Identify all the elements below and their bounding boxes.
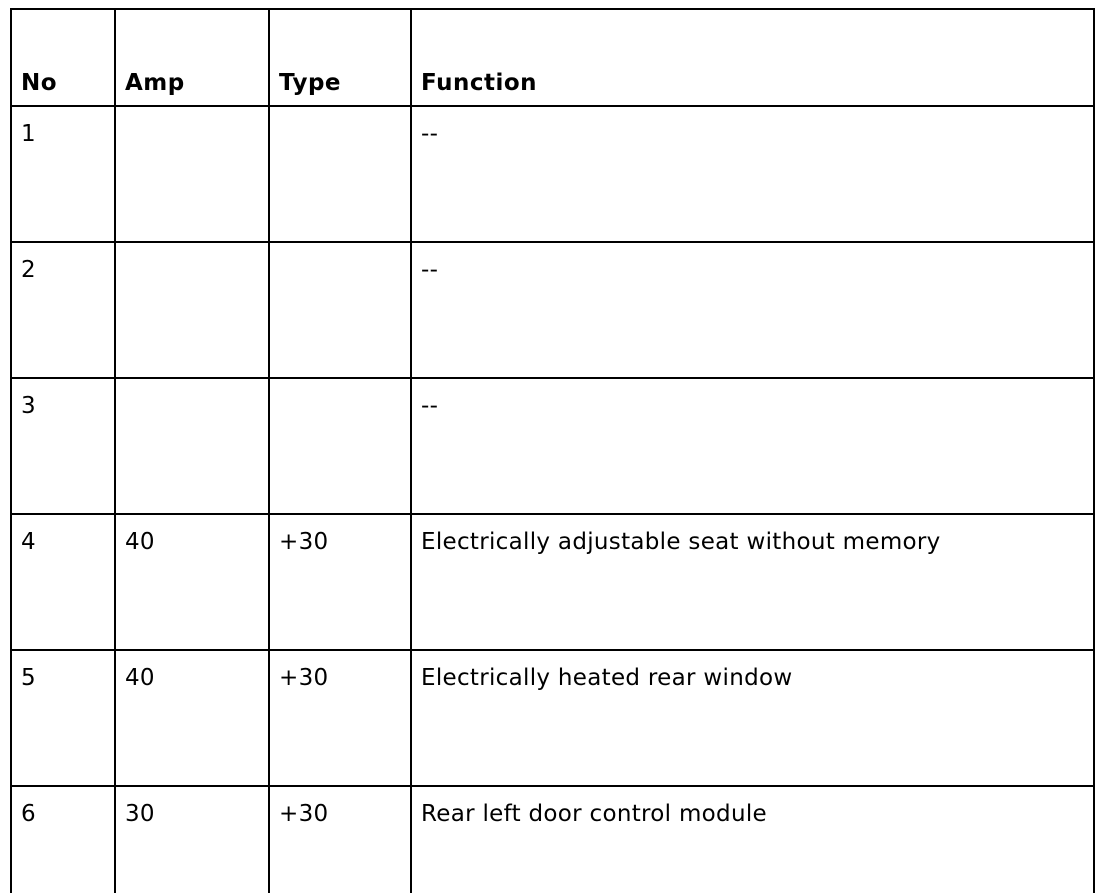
cell-amp: [115, 378, 269, 514]
cell-type: [269, 378, 411, 514]
cell-amp: [115, 106, 269, 242]
cell-amp: 40: [115, 514, 269, 650]
table-row: [11, 514, 1094, 650]
header-type: Type: [269, 9, 411, 106]
cell-function: --: [411, 106, 1094, 242]
cell-amp: 30: [115, 786, 269, 893]
table-row: [11, 650, 1094, 786]
table-row: [11, 786, 1094, 893]
cell-function: Rear left door control module: [411, 786, 1094, 893]
cell-no: 2: [11, 242, 115, 378]
cell-no: 3: [11, 378, 115, 514]
table-row: [11, 378, 1094, 514]
cell-no: 4: [11, 514, 115, 650]
table-header-row: [11, 9, 1094, 106]
cell-function: Electrically heated rear window: [411, 650, 1094, 786]
cell-type: +30: [269, 786, 411, 893]
cell-type: +30: [269, 650, 411, 786]
cell-amp: [115, 242, 269, 378]
cell-no: 1: [11, 106, 115, 242]
header-no: No: [11, 9, 115, 106]
table-row: [11, 242, 1094, 378]
cell-function: --: [411, 242, 1094, 378]
cell-function: Electrically adjustable seat without memory: [411, 514, 1094, 650]
cell-function: --: [411, 378, 1094, 514]
cell-no: 6: [11, 786, 115, 893]
cell-no: 5: [11, 650, 115, 786]
cell-type: +30: [269, 514, 411, 650]
cell-type: [269, 106, 411, 242]
table-row: [11, 106, 1094, 242]
header-amp: Amp: [115, 9, 269, 106]
header-function: Function: [411, 9, 1094, 106]
fuse-table: [10, 8, 1095, 893]
cell-amp: 40: [115, 650, 269, 786]
cell-type: [269, 242, 411, 378]
